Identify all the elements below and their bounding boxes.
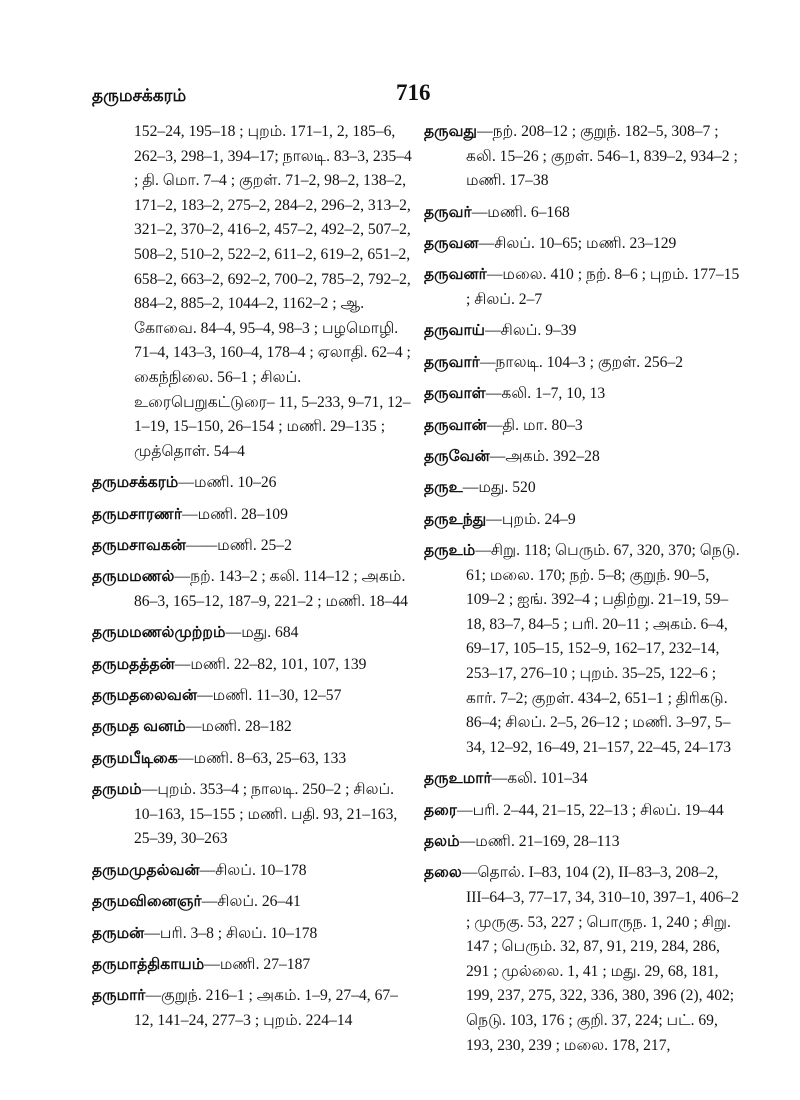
entry-references: —மணி. 28–109 [181, 505, 288, 523]
index-entry [92, 859, 414, 884]
entry-headword: தருமார் [92, 987, 146, 1005]
entry-headword: தலம் [424, 833, 460, 850]
entry-references: —மணி. 28–182 [185, 718, 292, 736]
entry-references: —மணி. 6–168 [471, 203, 570, 221]
entry-references: —தொல். I–83, 104 (2), II–83–3, 208–2, III–64–3, 77–17, 34, 310–10, 397–1, 406–2 ; முருகு. 53, 227 ; பொருந. 1, 240 ; சிறு. 147 ; பெரும். 32, 87, 91, 219, 284, 286, 291 ; முல்லை. 1, 41 ; மது. 29, 68, 181, 199, 237, 275, 322, 336, 380, 396 (2), 402; நெடு. 103, 176 ; குறி. 37, 224; பட். 69, 193, 230, 239 ; மலை. 178, 217, [461, 864, 739, 1054]
index-entry [424, 508, 740, 533]
index-entry [92, 120, 414, 464]
entry-headword: தருமசக்கரம் [92, 474, 179, 492]
entry-headword: தருமபீடிகை [92, 749, 178, 767]
entry-references: —அகம். 392–28 [489, 447, 600, 465]
index-entry [92, 953, 414, 978]
entry-references: —மணி. 21–169, 28–113 [459, 833, 620, 850]
entry-references: —மலை. 410 ; நற். 8–6 ; புறம். 177–15 ; சிலப். 2–7 [466, 266, 740, 308]
index-entry [92, 747, 414, 772]
index-entry [424, 767, 740, 792]
entry-headword: தருமசாரணர் [92, 505, 182, 523]
entry-headword: தருவது [424, 123, 478, 140]
entry-headword: தருஉமார் [424, 770, 492, 788]
entry-references: —மது. 684 [225, 624, 299, 642]
index-entry [92, 922, 414, 947]
index-entry [92, 890, 414, 915]
entry-headword: தருஉந்து [424, 510, 487, 528]
right-column [424, 120, 740, 1065]
entry-headword: தருவாள் [424, 385, 486, 403]
entry-references: —மணி. 10–26 [178, 474, 277, 492]
index-entry [92, 565, 414, 614]
index-entry [424, 445, 740, 470]
entry-references: —நற். 208–12 ; குறுந். 182–5, 308–7 ; கலி. 15–26 ; குறள். 546–1, 839–2, 934–2 ; மணி. 17–38 [466, 123, 738, 190]
entry-headword: தருவர் [424, 203, 472, 221]
entry-headword: தருமசாவகன் [92, 536, 186, 554]
entry-headword: தருமதத்தன் [92, 655, 175, 673]
entry-references: —சிலப். 10–65; மணி. 23–129 [478, 234, 677, 252]
index-entry [424, 382, 740, 407]
entry-references: —நற். 143–2 ; கலி. 114–12 ; அகம். 86–3, 165–12, 187–9, 221–2 ; மணி. 18–44 [134, 568, 408, 610]
index-entry [92, 621, 414, 646]
index-entry [92, 503, 414, 528]
entry-headword: தருவான் [424, 416, 487, 434]
entry-references: —தி. மா. 80–3 [486, 416, 583, 434]
entry-references: —சிலப். 10–178 [199, 861, 307, 879]
running-head: தருமசக்கரம் [92, 86, 187, 105]
index-entry [424, 539, 740, 760]
index-entry [424, 201, 740, 226]
entry-headword: தருஉம் [424, 542, 476, 560]
index-entry [424, 351, 740, 376]
index-entry [424, 861, 740, 1058]
entry-references: —மணி. 11–30, 12–57 [197, 687, 342, 705]
entry-headword: தருமவினைஞர் [92, 893, 202, 911]
entry-references: —சிலப். 26–41 [201, 893, 301, 911]
index-entry [92, 471, 414, 496]
entry-references: —பரி. 3–8 ; சிலப். 10–178 [144, 924, 318, 942]
index-entry [92, 715, 414, 740]
index-entry [424, 232, 740, 257]
entry-references: —நாலடி. 104–3 ; குறள். 256–2 [479, 353, 684, 371]
index-entry [424, 830, 740, 855]
index-entry [424, 319, 740, 344]
index-entry [92, 984, 414, 1033]
entry-references: —புறம். 353–4 ; நாலடி. 250–2 ; சிலப். 10–163, 15–155 ; மணி. பதி. 93, 21–163, 25–39, 30–263 [134, 781, 398, 848]
entry-headword: தருமமணல்முற்றம் [92, 624, 226, 642]
entry-headword: தருவன [424, 234, 479, 252]
entry-references: —சிறு. 118; பெரும். 67, 320, 370; நெடு. 61; மலை. 170; நற். 5–8; குறுந். 90–5, 109–2 ; ஐங். 392–4 ; பதிற்று. 21–19, 59–18, 83–7, 84–5 ; பரி. 20–11 ; அகம். 6–4, 69–17, 105–15, 152–9, 162–17, 232–14, 253–17, 276–10 ; புறம். 35–25, 122–6 ; கார். 7–2; குறள். 434–2, 651–1 ; திரிகடு. 86–4; சிலப். 2–5, 26–12 ; மணி. 3–97, 5–34, 12–92, 16–49, 21–157, 22–45, 24–173 [466, 542, 740, 756]
entry-headword: தருமாத்திகாயம் [92, 955, 205, 973]
index-entry [92, 778, 414, 852]
entry-headword: தருமதலைவன் [92, 687, 198, 705]
entry-references: —புறம். 24–9 [486, 510, 576, 528]
index-entry [424, 476, 740, 501]
entry-headword: தலை [424, 864, 462, 882]
entry-references: —மணி. 8–63, 25–63, 133 [177, 749, 347, 767]
entry-headword: தருமமணல் [92, 568, 175, 586]
left-column [92, 120, 414, 1040]
entry-references: —பரி. 2–44, 21–15, 22–13 ; சிலப். 19–44 [456, 801, 724, 819]
index-entry [424, 120, 740, 194]
page-number: 716 [396, 80, 431, 105]
index-entry [424, 263, 740, 312]
index-entry [424, 414, 740, 439]
entry-headword: தருவார் [424, 353, 480, 371]
entry-headword: தருஉ [424, 479, 463, 497]
entry-headword: தருமன் [92, 924, 145, 942]
entry-headword: தருவனர் [424, 266, 487, 284]
entry-references: —சிலப். 9–39 [485, 322, 577, 340]
entry-references: —கலி. 1–7, 10, 13 [485, 385, 606, 403]
entry-references: ——மணி. 25–2 [185, 536, 292, 554]
index-entry [92, 534, 414, 559]
index-entry [92, 653, 414, 678]
entry-headword: தருமமுதல்வன் [92, 861, 200, 879]
entry-references: 152–24, 195–18 ; புறம். 171–1, 2, 185–6, 262–3, 298–1, 394–17; நாலடி. 83–3, 235–4 ; தி. மொ. 7–4 ; குறள். 71–2, 98–2, 138–2, 171–2, 183–2, 275–2, 284–2, 296–2, 313–2, 321–2, 370–2, 416–2, 457–2, 492–2, 507–2, 508–2, 510–2, 522–2, 611–2, 619–2, 651–2, 658–2, 663–2, 692–2, 700–2, 785–2, 792–2, 884–2, 885–2, 1044–2, 1162–2 ; ஆ. கோவை. 84–4, 95–4, 98–3 ; பழமொழி. 71–4, 143–3, 160–4, 178–4 ; ஏலாதி. 62–4 ; கைந்நிலை. 56–1 ; சிலப். உரைபெறுகட்டுரை– 11, 5–233, 9–71, 12–1–19, 15–150, 26–154 ; மணி. 29–135 ; முத்தொள். 54–4 [134, 123, 412, 460]
entry-references: —மணி. 22–82, 101, 107, 139 [174, 655, 367, 673]
entry-headword: தருவேன் [424, 447, 490, 465]
entry-headword: தருமம் [92, 781, 142, 799]
entry-references: —குறுந். 216–1 ; அகம். 1–9, 27–4, 67–12, 141–24, 277–3 ; புறம். 224–14 [134, 987, 398, 1029]
entry-headword: தருமத வனம் [92, 718, 186, 736]
index-entry [92, 684, 414, 709]
entry-headword: தருவாய் [424, 322, 486, 340]
index-entry [424, 799, 740, 824]
entry-references: —கலி. 101–34 [491, 770, 588, 788]
entry-references: —மது. 520 [462, 479, 536, 497]
entry-references: —மணி. 27–187 [204, 955, 311, 973]
entry-headword: தரை [424, 801, 457, 819]
